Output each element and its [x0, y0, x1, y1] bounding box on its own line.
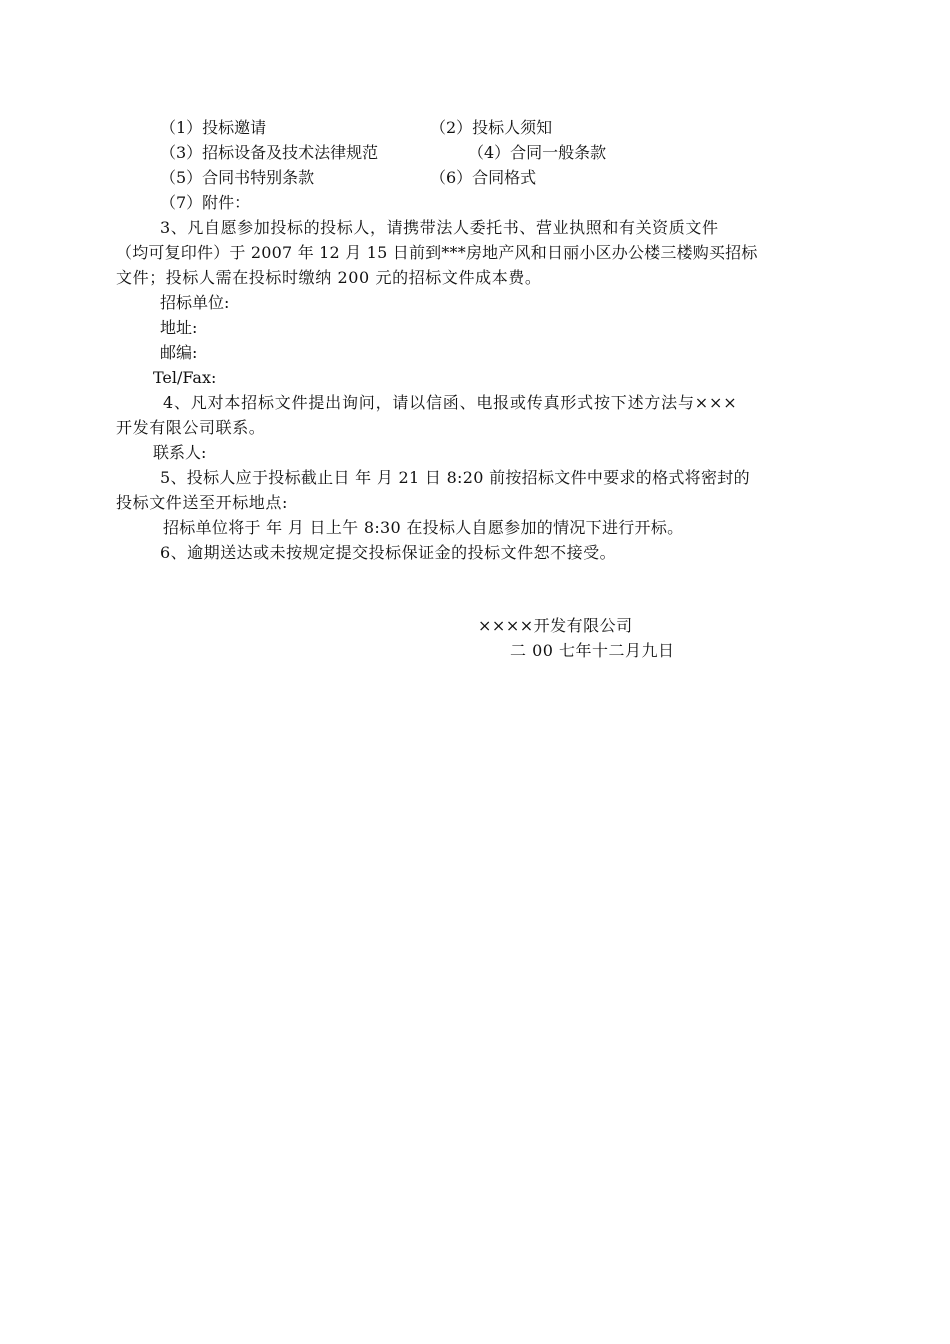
contents-item-2: （2）投标人须知: [430, 118, 553, 137]
signature-company: ××××开发有限公司: [478, 616, 633, 635]
field-postcode: 邮编:: [160, 343, 198, 362]
section5-line2: 投标文件送至开标地点:: [116, 493, 288, 512]
contents-item-7: （7）附件：: [160, 193, 251, 212]
section3-line3: 文件；投标人需在投标时缴纳 200 元的招标文件成本费。: [116, 268, 542, 287]
section5-line1: 5、投标人应于投标截止日 年 月 21 日 8:20 前按招标文件中要求的格式将密封的: [160, 468, 750, 487]
contents-item-1: （1）投标邀请: [160, 118, 267, 137]
contents-item-6: （6）合同格式: [430, 168, 537, 187]
contents-item-4: （4）合同一般条款: [468, 143, 607, 162]
section3-line1: 3、凡自愿参加投标的投标人，请携带法人委托书、营业执照和有关资质文件: [160, 218, 719, 237]
contents-item-5: （5）合同书特别条款: [160, 168, 315, 187]
field-tel-fax: Tel/Fax:: [153, 368, 217, 387]
field-bid-unit: 招标单位:: [160, 293, 230, 312]
section4-line2: 开发有限公司联系。: [116, 418, 266, 437]
section3-line2: （均可复印件）于 2007 年 12 月 15 日前到***房地产风和日丽小区办公楼三楼购买招标: [116, 243, 758, 262]
section5-line3: 招标单位将于 年 月 日上午 8:30 在投标人自愿参加的情况下进行开标。: [163, 518, 684, 537]
contents-item-3: （3）招标设备及技术法律规范: [160, 143, 379, 162]
field-address: 地址:: [160, 318, 198, 337]
section6-line1: 6、逾期送达或未按规定提交投标保证金的投标文件恕不接受。: [160, 543, 617, 562]
signature-date: 二 00 七年十二月九日: [510, 641, 675, 660]
section4-line1: 4、凡对本招标文件提出询问，请以信函、电报或传真形式按下述方法与×××: [163, 393, 738, 412]
field-contact-person: 联系人:: [153, 443, 207, 462]
